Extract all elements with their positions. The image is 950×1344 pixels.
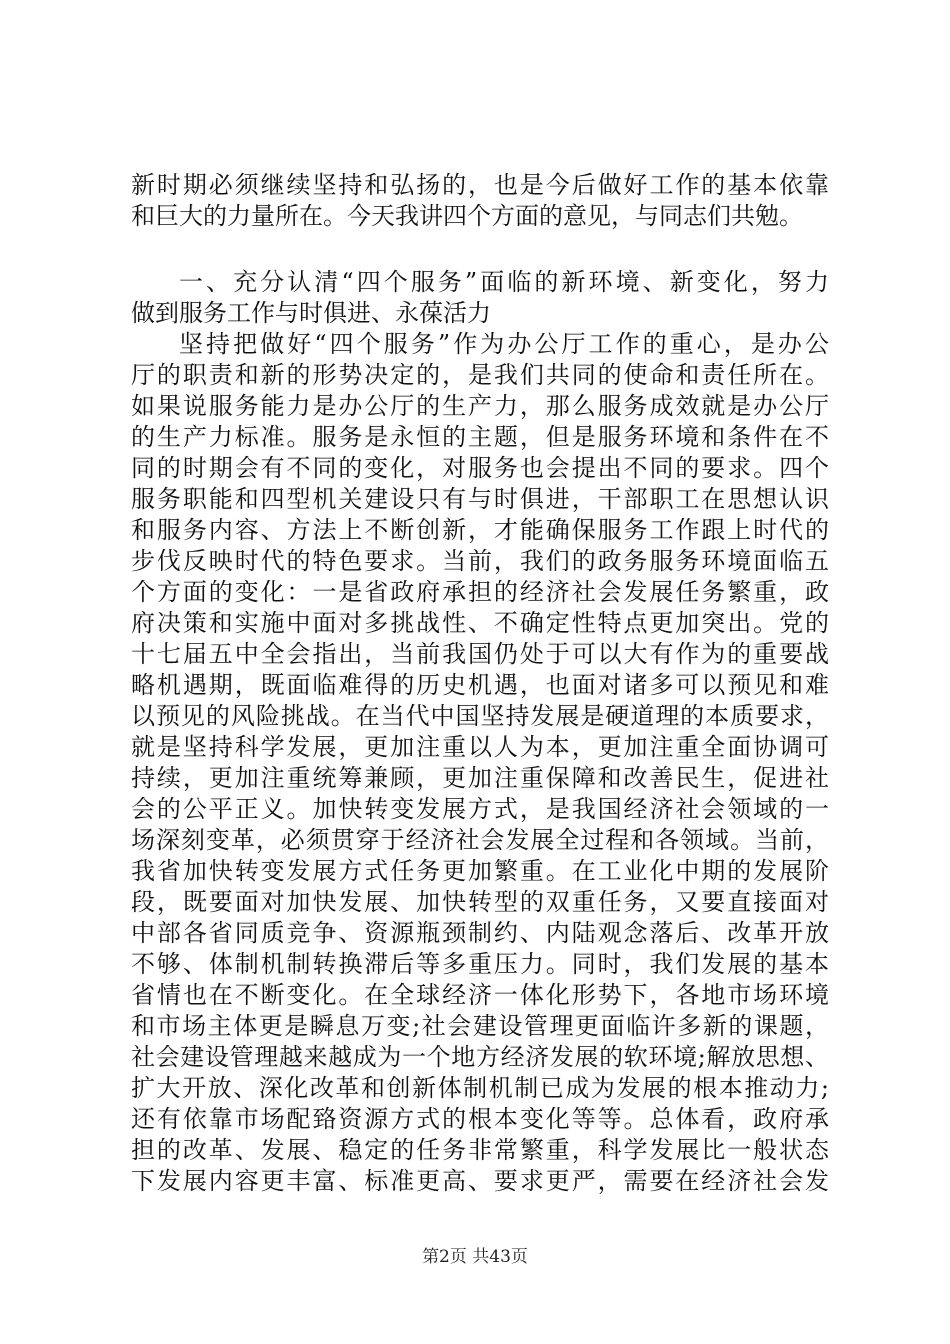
- text-line: 会的公平正义。加快转变发展方式，是我国经济社会领域的一: [131, 795, 829, 823]
- text-line: 中部各省同质竞争、资源瓶颈制约、内陆观念落后、改革开放: [131, 919, 829, 947]
- text-line: 府决策和实施中面对多挑战性、不确定性特点更加突出。党的: [131, 609, 829, 637]
- text-line: 同的时期会有不同的变化，对服务也会提出不同的要求。四个: [131, 454, 829, 482]
- text-line: 还有依靠市场配臵资源方式的根本变化等等。总体看，政府承: [131, 1105, 829, 1133]
- text-line: 和巨大的力量所在。今天我讲四个方面的意见，与同志们共勉。: [131, 202, 803, 230]
- text-line: 不够、体制机制转换滞后等多重压力。同时，我们发展的基本: [131, 950, 829, 978]
- text-line: 坚持把做好“四个服务”作为办公厅工作的重心，是办公: [179, 330, 829, 358]
- text-line: 的生产力标准。服务是永恒的主题，但是服务环境和条件在不: [131, 423, 829, 451]
- text-line: 十七届五中全会指出，当前我国仍处于可以大有作为的重要战: [131, 640, 829, 668]
- text-line: 我省加快转变发展方式任务更加繁重。在工业化中期的发展阶: [131, 857, 829, 885]
- text-line: 段，既要面对加快发展、加快转型的双重任务，又要直接面对: [131, 888, 829, 916]
- page-number-footer: 第2页 共43页: [422, 1247, 528, 1267]
- heading-line: 做到服务工作与时俱进、永葆活力: [131, 299, 491, 327]
- text-line: 个方面的变化：一是省政府承担的经济社会发展任务繁重，政: [131, 578, 829, 606]
- text-line: 社会建设管理越来越成为一个地方经济发展的软环境;解放思想、: [131, 1043, 829, 1071]
- text-line: 场深刻变革，必须贯穿于经济社会发展全过程和各领域。当前，: [131, 826, 829, 854]
- text-line: 新时期必须继续坚持和弘扬的，也是今后做好工作的基本依靠: [131, 171, 829, 199]
- heading-line: 一、充分认清“四个服务”面临的新环境、新变化，努力: [179, 268, 829, 296]
- intro-paragraph: [131, 170, 829, 232]
- text-line: 如果说服务能力是办公厅的生产力，那么服务成效就是办公厅: [131, 392, 829, 420]
- text-line: 省情也在不断变化。在全球经济一体化形势下，各地市场环境: [131, 981, 829, 1009]
- section-heading: [131, 267, 829, 329]
- body-paragraph: [131, 329, 829, 1197]
- text-line: 略机遇期，既面临难得的历史机遇，也面对诸多可以预见和难: [131, 671, 829, 699]
- text-line: 步伐反映时代的特色要求。当前，我们的政务服务环境面临五: [131, 547, 829, 575]
- text-line: 下发展内容更丰富、标准更高、要求更严，需要在经济社会发: [131, 1167, 829, 1195]
- text-line: 以预见的风险挑战。在当代中国坚持发展是硬道理的本质要求，: [131, 702, 829, 730]
- text-line: 担的改革、发展、稳定的任务非常繁重，科学发展比一般状态: [131, 1136, 829, 1164]
- text-line: 就是坚持科学发展，更加注重以人为本，更加注重全面协调可: [131, 733, 829, 761]
- text-line: 和服务内容、方法上不断创新，才能确保服务工作跟上时代的: [131, 516, 829, 544]
- text-line: 持续，更加注重统筹兼顾，更加注重保障和改善民生，促进社: [131, 764, 829, 792]
- text-line: 服务职能和四型机关建设只有与时俱进，干部职工在思想认识: [131, 485, 829, 513]
- text-line: 厅的职责和新的形势决定的，是我们共同的使命和责任所在。: [131, 361, 829, 389]
- text-line: 和市场主体更是瞬息万变;社会建设管理更面临许多新的课题，: [131, 1012, 829, 1040]
- text-line: 扩大开放、深化改革和创新体制机制已成为发展的根本推动力;: [131, 1074, 829, 1102]
